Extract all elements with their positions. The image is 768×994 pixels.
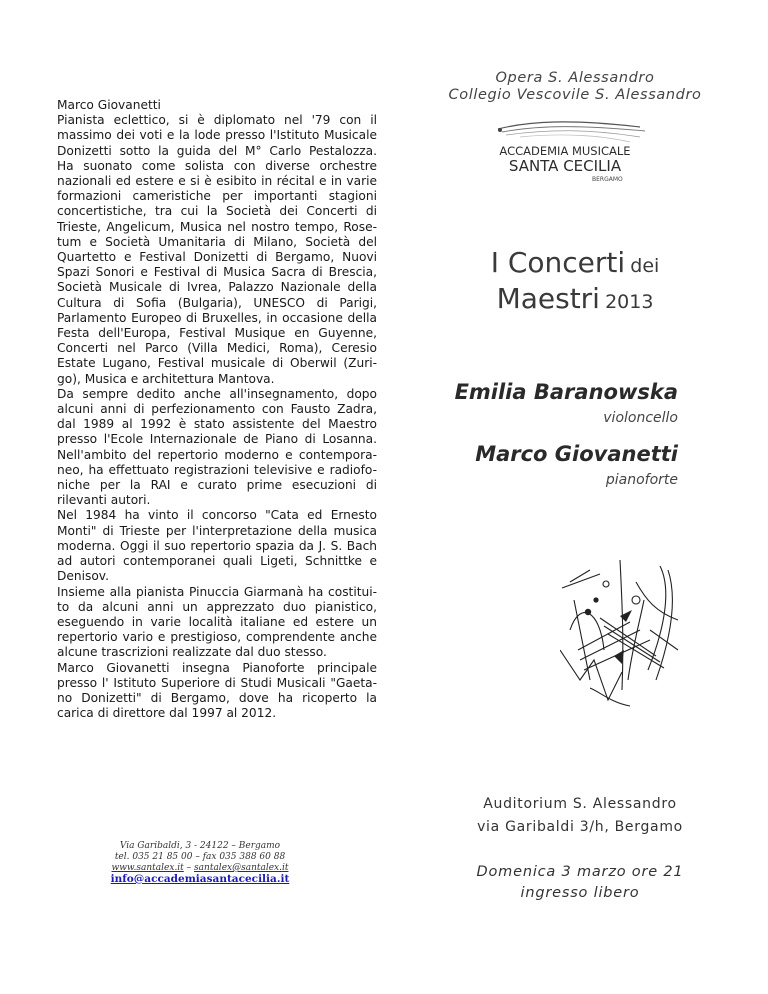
organizer-line-1: Opera S. Alessandro <box>495 70 655 86</box>
biography <box>57 98 377 721</box>
logo-line-2: SANTA CECILIA <box>508 157 622 175</box>
bio-line: Trieste, Angelicum, Musica nel nostro tempo, Rose- <box>57 219 377 234</box>
bio-line: moderna. Oggi il suo repertorio spazia da J. S. Bach <box>57 538 377 553</box>
bio-line: concertistiche, tra cui la Società dei Concerti di <box>57 204 377 219</box>
bio-line: Cultura di Sofia (Bulgaria), UNESCO di Parigi, <box>57 295 377 310</box>
email-link-accademia[interactable]: info@accademiasantacecilia.it <box>110 873 290 885</box>
bio-line: Da sempre dedito anche all'insegnamento, dopo <box>57 386 377 401</box>
bio-line: nazionali ed estere e si è esibito in récital e in varie <box>57 174 377 189</box>
separator: – <box>183 863 195 873</box>
title-year: 2013 <box>605 291 654 313</box>
venue-name: Auditorium S. Alessandro <box>483 796 677 812</box>
title-word-3: Maestri <box>496 282 600 315</box>
bio-line: presso l' Istituto Superiore di Studi Musicali "Gaeta- <box>57 675 377 690</box>
bio-name: Marco Giovanetti <box>57 98 161 112</box>
concert-series-title <box>440 247 710 319</box>
logo-line-1: ACCADEMIA MUSICALE <box>499 144 631 158</box>
bio-line: Denisov. <box>57 569 109 584</box>
bio-line: eseguendo in varie località italiane ed estere un <box>57 614 377 629</box>
bio-line: ad autori contemporanei quali Ligeti, Schnittke e <box>57 554 377 569</box>
bio-line: Donizetti sotto la guida del M° Carlo Pestalozza. <box>57 143 377 158</box>
bio-line: alcune trascrizioni realizzate dal duo stesso. <box>57 645 327 660</box>
bio-line: formazioni cameristiche per importanti stagioni <box>57 189 377 204</box>
organizer-line-2: Collegio Vescovile S. Alessandro <box>448 87 702 103</box>
bio-text <box>57 113 377 721</box>
bio-line: Monti" di Trieste per l'interpretazione della musica <box>57 523 377 538</box>
title-word-1: I Concerti <box>490 246 626 279</box>
bio-line: no Donizetti" di Bergamo, dove ha ricoperto la <box>57 690 377 705</box>
venue-address: via Garibaldi 3/h, Bergamo <box>477 819 683 835</box>
email-link-santalex[interactable]: santalex@santalex.it <box>194 863 289 873</box>
bio-line: Insieme alla pianista Pinuccia Giarmanà ha costitui- <box>57 584 377 599</box>
bio-line: Pianista eclettico, si è diplomato nel '79 con il <box>57 113 377 128</box>
title-word-2: dei <box>630 255 660 277</box>
bio-line: carica di direttore dal 1997 al 2012. <box>57 706 277 721</box>
performer-1 <box>455 380 678 426</box>
performer-name: Emilia Baranowska <box>454 380 678 404</box>
accademia-logo <box>480 115 650 183</box>
bio-line: neo, ha effettuato registrazioni televisive e radiofo- <box>57 462 377 477</box>
bio-line: Spazi Sonori e Festival di Musica Sacra di Brescia, <box>57 265 377 280</box>
bio-line: Concerti nel Parco (Villa Medici, Roma), Ceresio <box>57 341 377 356</box>
performer-instrument: pianoforte <box>605 472 678 488</box>
address-line: Via Garibaldi, 3 - 24122 – Bergamo <box>119 841 281 851</box>
bio-line: dal 1989 al 1992 è stato assistente del Maestro <box>57 417 377 432</box>
event-date: Domenica 3 marzo ore 21 <box>476 864 684 880</box>
bio-line: Estate Lugano, Festival musicale di Oberwil (Zuri- <box>57 356 377 371</box>
event-entry: ingresso libero <box>520 885 640 901</box>
logo-line-3: BERGAMO <box>592 176 623 183</box>
performer-instrument: violoncello <box>603 410 678 426</box>
bio-line: Quartetto e Festival Donizetti di Bergamo, Nuovi <box>57 250 377 265</box>
bio-line: go), Musica e architettura Mantova. <box>57 371 275 386</box>
contact-address <box>110 841 290 885</box>
bio-line: to da alcuni anni un apprezzato duo pianistico, <box>57 599 377 614</box>
bio-line: niche per la RAI e curato prime esecuzioni di <box>57 478 377 493</box>
bio-line: presso l'Ecole Internazionale de Piano di Losanna. <box>57 432 377 447</box>
bio-line: Parlamento Europeo di Bruxelles, in occasione della <box>57 310 377 325</box>
bio-line: Ha suonato come solista con diverse orchestre <box>57 158 377 173</box>
performer-2 <box>475 442 678 488</box>
bio-line: Marco Giovanetti insegna Pianoforte principale <box>57 660 377 675</box>
bio-line: tum e Società Umanitaria di Milano, Società del <box>57 234 377 249</box>
abstract-music-artwork <box>560 560 680 708</box>
bio-line: Nell'ambito del repertorio moderno e contempora- <box>57 447 377 462</box>
bio-line: Nel 1984 ha vinto il concorso "Cata ed Ernesto <box>57 508 377 523</box>
bio-line: massimo dei voti e la lode presso l'Istituto Musicale <box>57 128 377 143</box>
bio-line: rilevanti autori. <box>57 493 151 508</box>
event-info <box>430 862 730 904</box>
bio-line: alcuni anni di perfezionamento con Fausto Zadra, <box>57 402 377 417</box>
website-link[interactable]: www.santalex.it <box>111 863 184 873</box>
phone-line: tel. 035 21 85 00 – fax 035 388 60 88 <box>114 852 286 862</box>
bio-line: Società Musicale di Ivrea, Palazzo Nazionale della <box>57 280 377 295</box>
performer-name: Marco Giovanetti <box>475 442 678 466</box>
bio-line: Festa dell'Europa, Festival Musique en Guyenne, <box>57 326 377 341</box>
organizer-header <box>410 70 740 104</box>
venue <box>430 793 730 839</box>
bio-line: repertorio vario e prestigioso, comprendente anche <box>57 630 377 645</box>
